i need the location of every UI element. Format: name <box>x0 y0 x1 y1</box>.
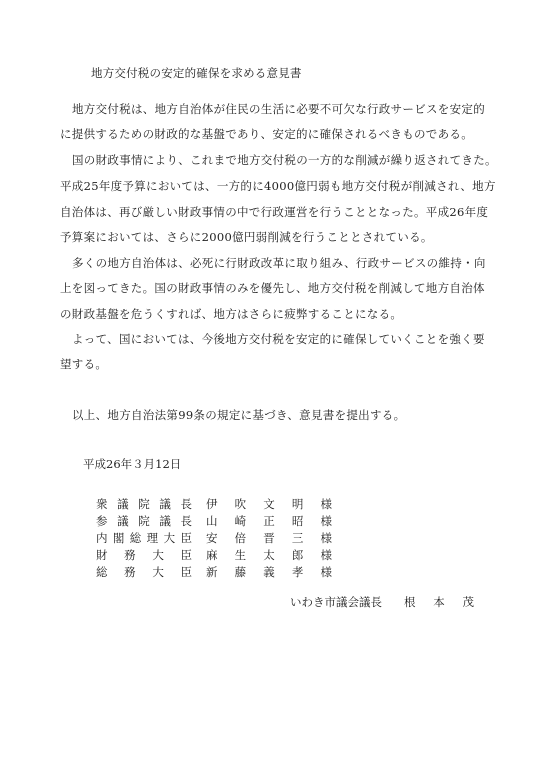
addressee-name: 麻 生 太 郎 様 <box>206 548 332 562</box>
addressee-name: 安 倍 晋 三 様 <box>206 531 332 545</box>
addressee-name: 山 崎 正 昭 様 <box>206 514 332 528</box>
signature-name: 根 本 茂 <box>404 595 474 609</box>
body-line: 望する。 <box>60 357 108 371</box>
document-date: 平成26年３月12日 <box>83 457 182 471</box>
addressee-office: 財 務 大 臣 <box>96 548 192 562</box>
body-line: 多くの地方自治体は、必死に行財政改革に取り組み、行政サービスの維持・向 <box>72 256 486 270</box>
body-line: 地方交付税は、地方自治体が住民の生活に必要不可欠な行政サービスを安定的 <box>72 102 485 116</box>
addressee-name: 新 藤 義 孝 様 <box>206 565 332 579</box>
body-line: 国の財政事情により、これまで地方交付税の一方的な削減が繰り返されてきた。 <box>72 153 497 167</box>
body-line: 平成25年度予算においては、一方的に4000億円弱も地方交付税が削減され、地方 <box>60 179 496 193</box>
addressee-office: 衆 議 院 議 長 <box>96 497 192 511</box>
body-line: よって、国においては、今後地方交付税を安定的に確保していくことを強く要 <box>72 332 485 346</box>
addressee-office: 内 閣 総 理 大 臣 <box>96 531 192 545</box>
signature-title: いわき市議会議長 <box>290 595 382 609</box>
body-line: に提供するための財政的な基盤であり、安定的に確保されるべきものである。 <box>60 127 473 141</box>
body-line: 上を図ってきた。国の財政事情のみを優先し、地方交付税を削減して地方自治体 <box>60 281 485 295</box>
addressee-office: 参 議 院 議 長 <box>96 514 192 528</box>
addressee-office: 総 務 大 臣 <box>96 565 192 579</box>
signature-block <box>290 594 474 610</box>
body-line: 自治体は、再び厳しい財政事情の中で行政運営を行うこととなった。平成26年度 <box>60 205 489 219</box>
closing-line: 以上、地方自治法第99条の規定に基づき、意見書を提出する。 <box>72 408 406 422</box>
document-title: 地方交付税の安定的確保を求める意見書 <box>91 66 302 80</box>
body-line: 予算案においては、さらに2000億円弱削減を行うこととされている。 <box>60 230 433 244</box>
addressee-name: 伊 吹 文 明 様 <box>206 497 332 511</box>
body-line: の財政基盤を危うくすれば、地方はさらに疲弊することになる。 <box>60 307 403 321</box>
